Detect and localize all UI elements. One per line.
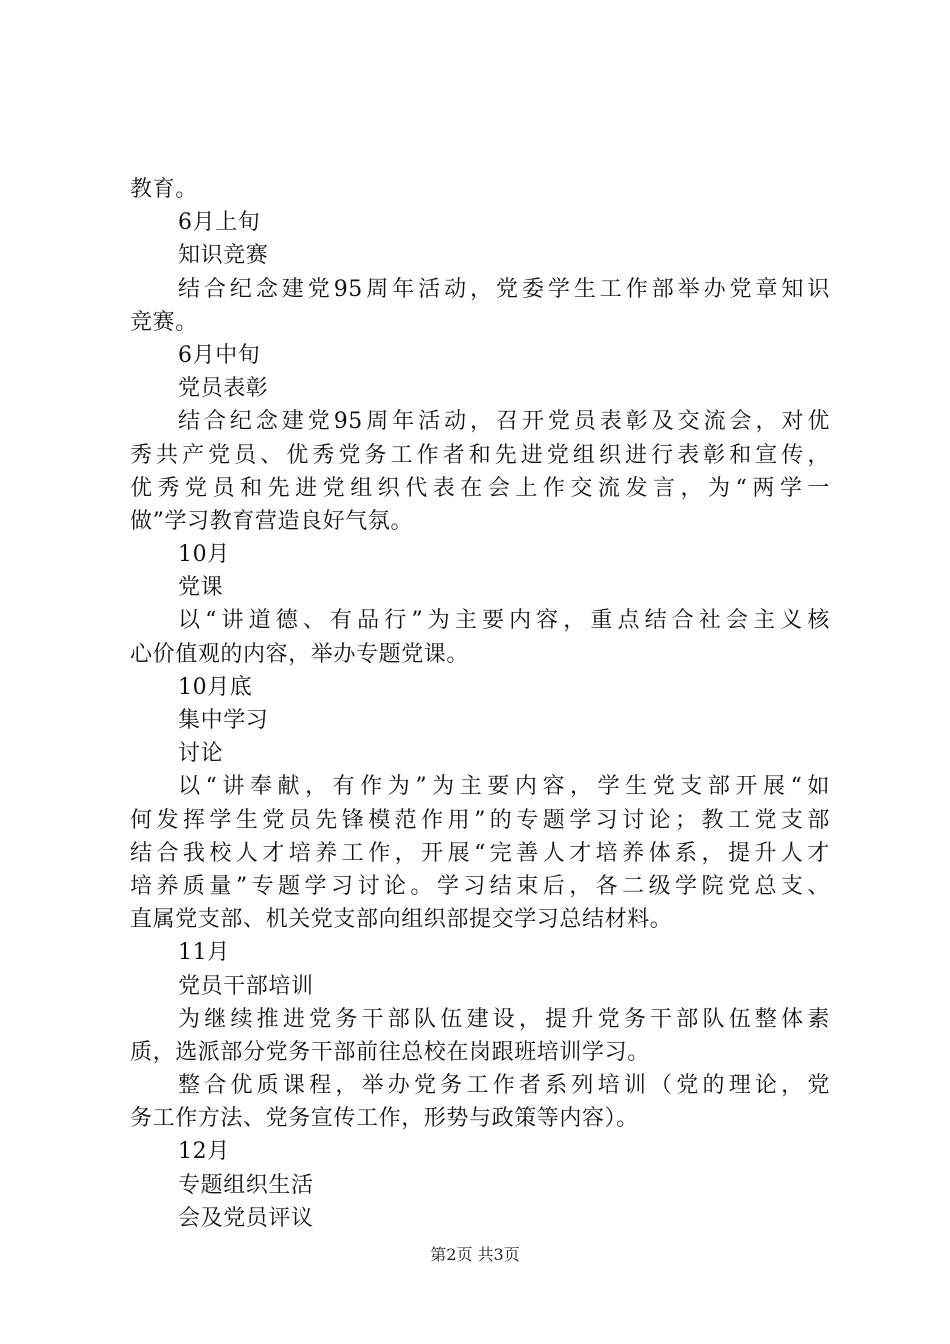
page-footer: 第2页 共3页: [430, 1245, 520, 1264]
text-line: 6月中旬: [178, 342, 261, 368]
text-line: 知识竞赛: [178, 243, 269, 269]
text-line: 讨论: [178, 741, 224, 767]
text-line: 质，选派部分党务干部前往总校在岗跟班培训学习。: [130, 1039, 650, 1065]
text-line: 结合纪念建党95周年活动，党委学生工作部举办党章知识: [178, 276, 830, 302]
text-line: 会及党员评议: [178, 1205, 314, 1231]
text-line: 10月: [178, 542, 230, 568]
text-line: 培养质量”专题学习讨论。学习结束后，各二级学院党总支、: [130, 873, 830, 899]
text-line: 直属党支部、机关党支部向组织部提交学习总结材料。: [130, 907, 673, 933]
text-line: 6月上旬: [178, 210, 261, 236]
text-line: 优秀党员和先进党组织代表在会上作交流发言，为“两学一: [130, 475, 830, 501]
text-line: 党员表彰: [178, 376, 269, 402]
text-line: 为继续推进党务干部队伍建设，提升党务干部队伍整体素: [178, 1006, 830, 1032]
text-line: 秀共产党员、优秀党务工作者和先进党组织进行表彰和宣传，: [130, 442, 830, 468]
text-line: 党课: [178, 575, 224, 601]
text-line: 结合纪念建党95周年活动，召开党员表彰及交流会，对优: [178, 409, 830, 435]
text-line: 12月: [178, 1139, 230, 1165]
text-line: 教育。: [130, 177, 198, 202]
text-line: 党员干部培训: [178, 973, 314, 999]
text-line: 心价值观的内容，举办专题党课。: [130, 641, 470, 667]
text-line: 何发挥学生党员先锋模范作用”的专题学习讨论；教工党支部: [130, 807, 830, 833]
text-line: 集中学习: [178, 708, 269, 733]
text-line: 务工作方法、党务宣传工作，形势与政策等内容）。: [130, 1106, 639, 1132]
text-line: 结合我校人才培养工作，开展“完善人才培养体系，提升人才: [130, 840, 830, 866]
text-line: 专题组织生活: [178, 1172, 314, 1198]
text-line: 整合优质课程，举办党务工作者系列培训（党的理论，党: [178, 1073, 830, 1099]
document-body: [130, 173, 830, 1235]
text-line: 11月: [178, 940, 230, 966]
text-line: 以“讲奉献，有作为”为主要内容，学生党支部开展“如: [178, 774, 830, 800]
text-line: 以“讲道德、有品行”为主要内容，重点结合社会主义核: [178, 608, 830, 634]
text-line: 竞赛。: [130, 309, 198, 335]
text-line: 10月底: [178, 674, 253, 700]
text-line: 做”学习教育营造良好气氛。: [130, 508, 414, 534]
